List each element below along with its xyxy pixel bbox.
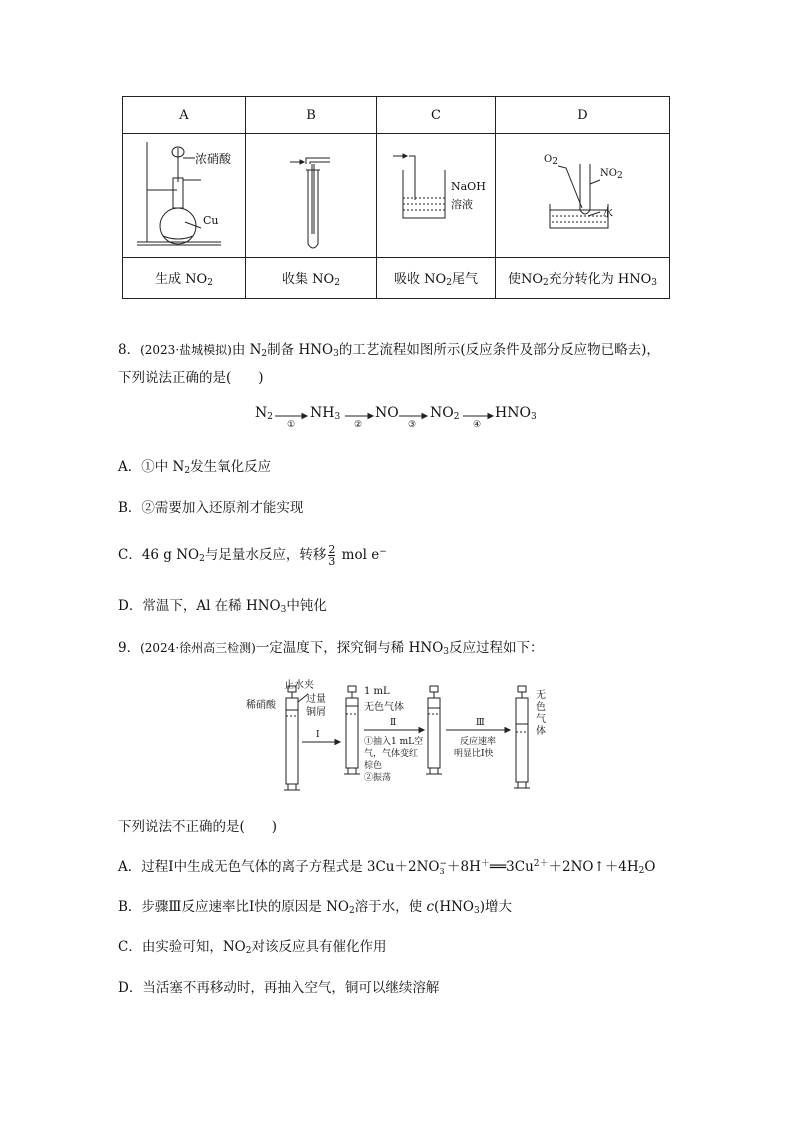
- label-gas-volume: 1 mL: [364, 686, 390, 697]
- q8-option-d[interactable]: D．常温下，Al 在稀 $HNO_3$中钝化: [118, 598, 327, 615]
- figure-d-water-label: 水: [602, 206, 613, 219]
- label-step-3: Ⅲ: [476, 718, 485, 728]
- caption-b: 收集 $NO_2$: [246, 258, 377, 299]
- q9-stem-line1: 9．(2024·徐州高三检测)一定温度下，探究铜与稀 $HNO_3$反应过程如下：: [118, 640, 544, 657]
- figure-a-acid-label: 浓硝酸: [195, 152, 232, 166]
- q9-option-d[interactable]: D．当活塞不再移动时，再抽入空气，铜可以继续溶解: [118, 980, 440, 996]
- q9-option-c[interactable]: C．由实验可知，$NO_2$对该反应具有催化作用: [118, 939, 387, 956]
- label-right-2: 色: [536, 702, 546, 713]
- flow-step-4: ④: [473, 420, 482, 430]
- caption-c: 吸收 $NO_2$尾气: [377, 258, 496, 299]
- q8-stem-line1: 8．(2023·盐城模拟)由 $N_2$制备 $HNO_3$的工艺流程如图所示(反应条件及部分反应物已略去)，: [118, 342, 660, 359]
- flow-step-1: ①: [287, 420, 296, 430]
- label-step-2: Ⅱ: [390, 718, 397, 728]
- figure-a-cell: [123, 134, 246, 258]
- label-right-3: 气: [536, 714, 546, 725]
- table-header-a: A: [123, 97, 246, 134]
- figure-c-label-line2: 溶液: [451, 198, 473, 211]
- table-header-b: B: [246, 97, 377, 134]
- label-clamp: 止水夹: [284, 680, 314, 691]
- label-right-1: 无: [536, 690, 546, 701]
- beaker-figure: [377, 134, 495, 254]
- figure-d-tube-label: NO2: [600, 168, 623, 181]
- trough-figure: [496, 134, 674, 254]
- figure-c-label-line1: NaOH: [451, 180, 486, 193]
- q9-stem-line2: 下列说法不正确的是( ): [118, 819, 278, 835]
- q8-option-c[interactable]: C．46 g $NO_2$与足量水反应，转移 $\frac{2}{3}$ mol e−: [118, 543, 387, 568]
- flow-species-4: $NO_2$: [430, 405, 460, 422]
- label-dilute-acid: 稀硝酸: [246, 700, 276, 711]
- figure-a-metal-label: Cu: [203, 214, 219, 227]
- figure-d-gas-label: O2: [544, 154, 558, 167]
- figure-c-cell: [377, 134, 496, 258]
- q8-stem-line2: 下列说法正确的是( ): [118, 370, 264, 386]
- flow-species-5: $HNO_3$: [495, 405, 537, 422]
- flow-species-3: NO: [375, 405, 399, 421]
- label-step-2b: 气，气体变红: [364, 749, 419, 759]
- label-excess: 过量: [306, 694, 326, 705]
- label-right-4: 体: [536, 726, 546, 737]
- label-copper: 铜屑: [306, 707, 326, 718]
- label-step-2d: ②振荡: [364, 773, 392, 783]
- q9-experiment-figure: [244, 676, 560, 796]
- label-step-3b: 明显比Ⅰ快: [454, 749, 494, 759]
- figure-b-cell: [246, 134, 377, 258]
- test-tube-figure: [246, 134, 376, 254]
- fraction: $\frac{2}{3}$: [328, 543, 336, 568]
- label-step-2a: ①抽入1 mL空: [364, 737, 424, 747]
- label-step-2c: 棕色: [364, 761, 383, 771]
- caption-d: 使$NO_2$充分转化为 $HNO_3$: [496, 258, 670, 299]
- label-step-3a: 反应速率: [460, 737, 497, 747]
- q8-option-a[interactable]: A．①中 $N_2$发生氧化反应: [118, 459, 272, 476]
- flow-species-1: $N_2$: [255, 405, 273, 422]
- label-step-1: Ⅰ: [316, 730, 320, 740]
- figure-d-cell: [496, 134, 670, 258]
- q8-flow-diagram: [255, 400, 545, 434]
- q9-option-a[interactable]: A．过程Ⅰ中生成无色气体的离子方程式是 3Cu＋2NO − 3 $+8H^+══3Cu^{2+}+2NO↑+4H_2O$: [118, 858, 656, 876]
- label-colorless-gas: 无色气体: [364, 702, 404, 713]
- apparatus-table: [122, 96, 670, 299]
- flow-species-2: $NH_3$: [310, 405, 341, 422]
- caption-a: 生成 $NO_2$: [123, 258, 246, 299]
- flow-step-2: ②: [354, 420, 363, 430]
- table-header-d: D: [496, 97, 670, 134]
- q9-option-b[interactable]: B．步骤Ⅲ反应速率比Ⅰ快的原因是 $NO_2$溶于水，使 $c(HNO_3)$增大: [118, 899, 512, 916]
- flow-step-3: ③: [408, 420, 417, 430]
- table-header-c: C: [377, 97, 496, 134]
- q8-option-b[interactable]: B．②需要加入还原剂才能实现: [118, 500, 304, 516]
